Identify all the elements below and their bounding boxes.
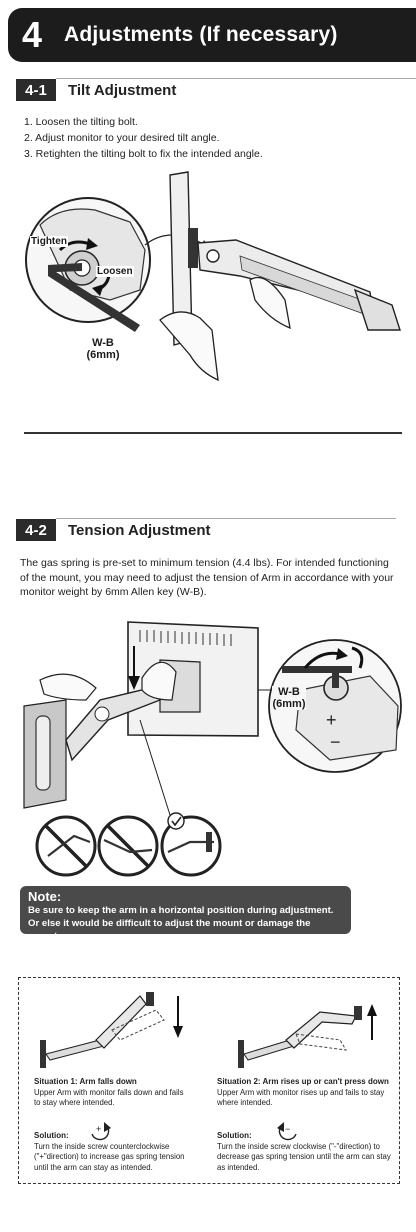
- solution-2-line-2: decrease gas spring tension until the arm can stay: [217, 1152, 391, 1161]
- key-size: (6mm): [86, 349, 120, 361]
- svg-text:+: +: [96, 1124, 102, 1134]
- solution-1-line-2: ("+"direction) to increase gas spring tension: [34, 1152, 185, 1161]
- note-line-2: Or else it would be difficult to adjust the mount or damage the mount.: [28, 918, 311, 942]
- situation-2: [217, 1077, 397, 1109]
- solution-2-label: Solution:: [217, 1131, 252, 1140]
- svg-text:+: +: [326, 710, 337, 730]
- loosen-label: Loosen: [97, 266, 133, 277]
- situation-2-desc-1: Upper Arm with monitor rises up and fails to stay: [217, 1087, 385, 1097]
- tension-key-size: (6mm): [272, 698, 306, 710]
- tension-badge: 4-2: [16, 519, 56, 541]
- situation-1-desc-1: Upper Arm with monitor falls down and fails: [34, 1087, 184, 1097]
- tilt-step-3: 3. Retighten the tilting bolt to fix the intended angle.: [24, 148, 263, 160]
- mount-arm: [96, 996, 146, 1048]
- solution-1-line-1: Turn the inside screw counterclockwise: [34, 1141, 170, 1151]
- tighten-label: Tighten: [31, 236, 67, 247]
- tension-title: Tension Adjustment: [68, 521, 211, 539]
- situation-1-desc-2: to stay where intended.: [34, 1098, 115, 1107]
- solution-2: [217, 1131, 397, 1173]
- tilt-step-2: 2. Adjust monitor to your desired tilt angle.: [24, 132, 220, 144]
- situation-2-title: Situation 2: Arm rises up or can't press down: [217, 1077, 389, 1086]
- svg-text:−: −: [285, 1124, 291, 1134]
- tilt-step-1: 1. Loosen the tilting bolt.: [24, 116, 138, 128]
- situation-1: [34, 1077, 212, 1109]
- solution-1-label: Solution:: [34, 1131, 69, 1140]
- solution-2-line-3: as intended.: [217, 1162, 260, 1172]
- section-number: 4: [22, 14, 43, 55]
- note-title: Note:: [28, 889, 62, 904]
- tilt-badge: 4-1: [16, 79, 56, 101]
- situation-1-title: Situation 1: Arm falls down: [34, 1077, 137, 1086]
- mount-arm: [286, 1012, 356, 1048]
- solution-2-line-1: Turn the inside screw clockwise ("-"direction) to: [217, 1141, 380, 1151]
- solution-1-line-3: until the arm can stay as intended.: [34, 1162, 153, 1172]
- tension-key-name: W-B: [278, 686, 300, 698]
- key-name: W-B: [92, 337, 114, 349]
- tension-paragraph: The gas spring is pre-set to minimum tension (4.4 lbs). For intended functioning of the mount, you may need to adjust the tension of Arm in accordance with your monitor weight by 6mm Allen key (W-B).: [20, 557, 394, 598]
- note-line-1: Be sure to keep the arm in a horizontal position during adjustment.: [28, 905, 334, 916]
- section-title: Adjustments (If necessary): [64, 23, 338, 46]
- svg-text:−: −: [330, 732, 341, 752]
- situation-2-desc-2: where intended.: [217, 1098, 273, 1107]
- tilt-title: Tilt Adjustment: [68, 81, 177, 99]
- solution-1: [34, 1131, 214, 1173]
